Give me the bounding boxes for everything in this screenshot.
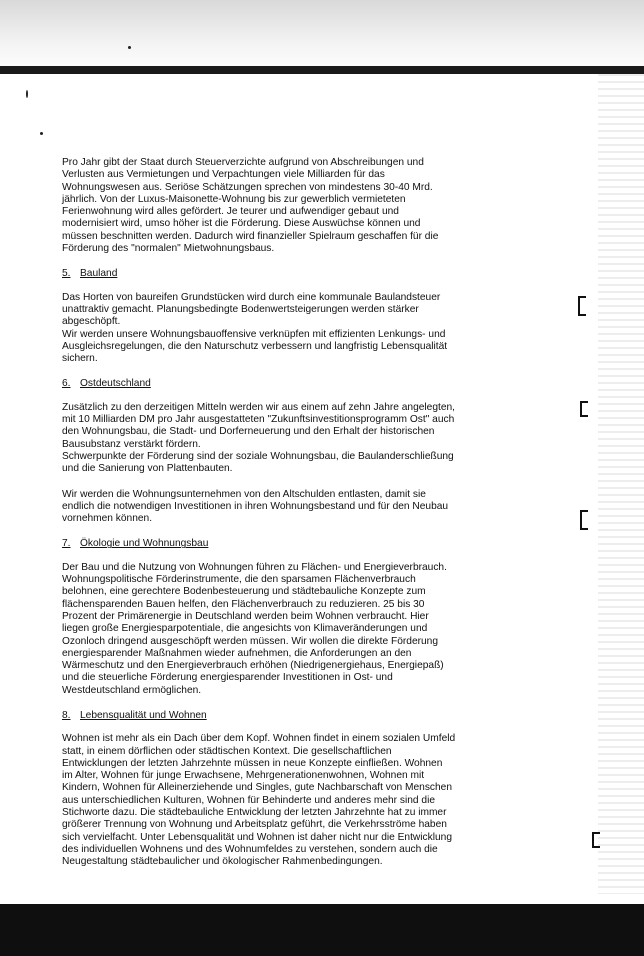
section-title: Ökologie und Wohnungsbau [80, 538, 209, 550]
section-heading [62, 538, 492, 550]
margin-bracket-mark [578, 296, 586, 316]
section-title: Bauland [80, 268, 118, 280]
scan-top-edge [0, 66, 644, 74]
section-paragraph: Das Horten von baureifen Grundstücken wird durch eine kommunale Baulandsteuer unattraktiv gemacht. Planungsbedingte Bodenwertsteigerungen werden stärker abgeschöpft. Wir werden unsere Wohnungsbauoffensive verknüpfen mit effizienten Lenkungs- und Ausgleichsregelungen, die den Naturschutz verbessern und langfristig Lebensqualität sichern. [62, 291, 448, 365]
margin-bracket-mark [592, 832, 600, 848]
sections-container [62, 268, 492, 868]
section [62, 538, 492, 697]
margin-bracket-mark [580, 510, 588, 530]
section-heading [62, 710, 492, 722]
section [62, 268, 492, 365]
section-number: 6. [62, 378, 71, 390]
scan-speck [128, 46, 131, 49]
section-paragraph: Wohnen ist mehr als ein Dach über dem Kopf. Wohnen findet in einem sozialen Umfeld statt, in einem dörflichen oder städtischen Kontext. Die gesellschaftlichen Entwicklungen der letzten Jahrzehnte müssen in neue Konzepte einfließen. Wohnen im Alter, Wohnen für junge Erwachsene, Mehrgenerationenwohnen, Wohnen mit Kindern, Wohnen für Alleinerziehende und Singles, gute Nachbarschaft von Menschen aus unterschiedlichen Kulturen, Wohnen für Behinderte und anderes mehr sind die Stichworte dazu. Die städtebauliche Entwicklung der letzten Jahrzehnte hat zu immer größerer Trennung von Wohnung und Arbeitsplatz geführt, die Verkehrsströme haben sich vervielfacht. Unter Lebensqualität und Wohnen ist daher nicht nur die Entwicklung des individuellen Wohnens und des Wohnumfeldes zu verstehen, sondern auch die Neugestaltung städtebaulicher und ökologischer Rahmenbedingungen. [62, 733, 456, 868]
section-heading [62, 268, 492, 280]
section-number: 5. [62, 268, 71, 280]
section-title: Ostdeutschland [80, 378, 151, 390]
section-heading [62, 378, 492, 390]
scan-top-margin [0, 0, 644, 74]
scan-speck [26, 90, 28, 98]
section-number: 8. [62, 709, 71, 721]
scan-bottom-edge [0, 904, 644, 956]
section-paragraph: Der Bau und die Nutzung von Wohnungen führen zu Flächen- und Energieverbrauch. Wohnungspolitische Förderinstrumente, die den sparsamen Flächenverbrauch belohnen, eine gerechtere Bodenbesteuerung und städtebauliche Konzepte zum flächensparenden Bauen helfen, den Flächenverbrauch zu reduzieren. 25 bis 30 Prozent der Primärenergie in Deutschland werden beim Wohnen verbraucht. Hier liegen große Energiesparpotentiale, die angesichts von Klimaveränderungen und Ozonloch dringend ausgeschöpft werden müssen. Wir wollen die direkte Förderung energiesparender Maßnahmen wieder aufnehmen, die Anforderungen an den Wärmeschutz und den Energieverbrauch erhöhen (Niedrigenergiehaus, Energiepaß) und die steuerliche Förderung energiesparender Investitionen in Ost- und Westdeutschland ermöglichen. [62, 561, 447, 696]
section-number: 7. [62, 538, 71, 550]
section-paragraph: Zusätzlich zu den derzeitigen Mitteln werden wir aus einem auf zehn Jahre angelegten, mit 10 Milliarden DM pro Jahr ausgestatteten "Zukunftsinvestitionsprogramm Ost" auch den Wohnungsbau, die Stadt- und Dorferneuerung und den Erhalt der historischen Bausubstanz verstärkt fördern. Schwerpunkte der Förderung sind der soziale Wohnungsbau, die Baulanderschließung und die Sanierung von Plattenbauten. [62, 401, 456, 475]
margin-bracket-mark [580, 401, 588, 417]
scan-speck [40, 132, 43, 135]
section [62, 378, 492, 525]
intro-paragraph: Pro Jahr gibt der Staat durch Steuerverzichte aufgrund von Abschreibungen und Verlusten aus Vermietungen und Verpachtungen viele Milliarden für das Wohnungswesen aus. Seriöse Schätzungen sprechen von mindestens 30-40 Mrd. jährlich. Von der Luxus-Maisonette-Wohnung bis zur gewerblich vermieteten Ferienwohnung wird alles gefördert. Je teurer und aufwendiger gebaut und modernisiert wird, umso höher ist die Förderung. Diese Auswüchse können und müssen beschnitten werden. Dadurch wird finanzieller Spielraum geschaffen für die Förderung des "normalen" Mietwohnungsbaus. [62, 157, 439, 255]
document-body [62, 157, 492, 882]
section [62, 710, 492, 869]
scan-right-noise [598, 74, 644, 894]
section-paragraph: Wir werden die Wohnungsunternehmen von den Altschulden entlasten, damit sie endlich die notwendigen Investitionen in ihren Wohnungsbestand und für den Neubau vornehmen können. [62, 488, 449, 525]
section-title: Lebensqualität und Wohnen [80, 709, 207, 721]
